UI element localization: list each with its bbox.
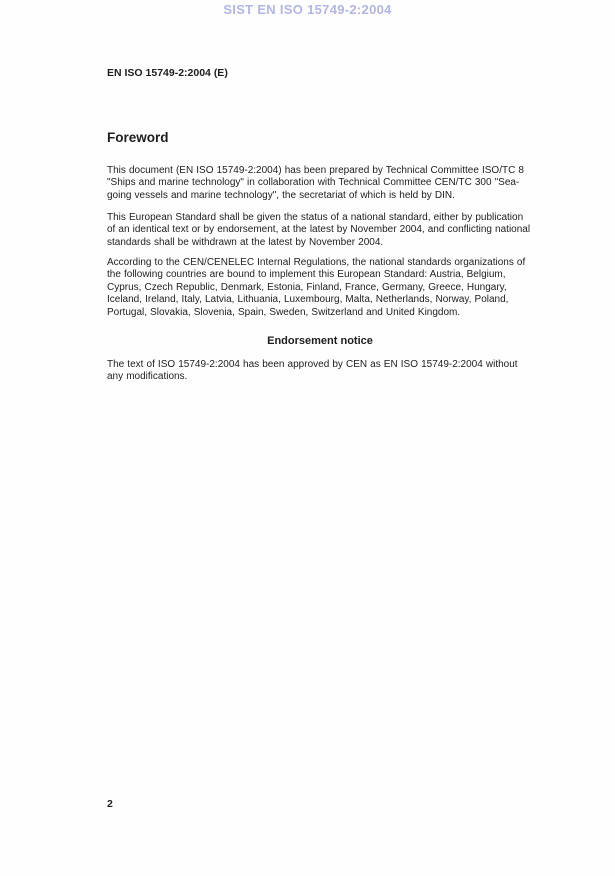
sist-watermark: SIST EN ISO 15749-2:2004 (223, 2, 392, 17)
foreword-paragraph-2: This European Standard shall be given the status of a national standard, either by publication of an identical text or by endorsement, at the latest by November 2004, and conflicting national standards shall be withdrawn at the latest by November 2004. (107, 212, 531, 248)
page-number: 2 (107, 798, 113, 810)
foreword-paragraph-1: This document (EN ISO 15749-2:2004) has been prepared by Technical Committee ISO/TC 8 "Ships and marine technology" in collaboration with Technical Committee CEN/TC 300 "Sea-going vessels and marine technology", the secretariat of which is held by DIN. (107, 165, 524, 201)
foreword-paragraph-3: According to the CEN/CENELEC Internal Regulations, the national standards organizations of the following countries are bound to implement this European Standard: Austria, Belgium, Cyprus, Czech Republic, Denmark, Estonia, Finland, France, Germany, Greece, Hungary, Iceland, Ireland, Italy, Latvia, Lithuania, Luxembourg, Malta, Netherlands, Norway, Poland, Portugal, Slovakia, Slovenia, Spain, Sweden, Switzerland and United Kingdom. (107, 257, 526, 318)
endorsement-notice-heading: Endorsement notice (267, 335, 373, 347)
document-reference-header: EN ISO 15749-2:2004 (E) (107, 67, 228, 79)
foreword-heading: Foreword (107, 130, 169, 145)
endorsement-paragraph: The text of ISO 15749-2:2004 has been approved by CEN as EN ISO 15749-2:2004 without any modifications. (107, 359, 518, 383)
